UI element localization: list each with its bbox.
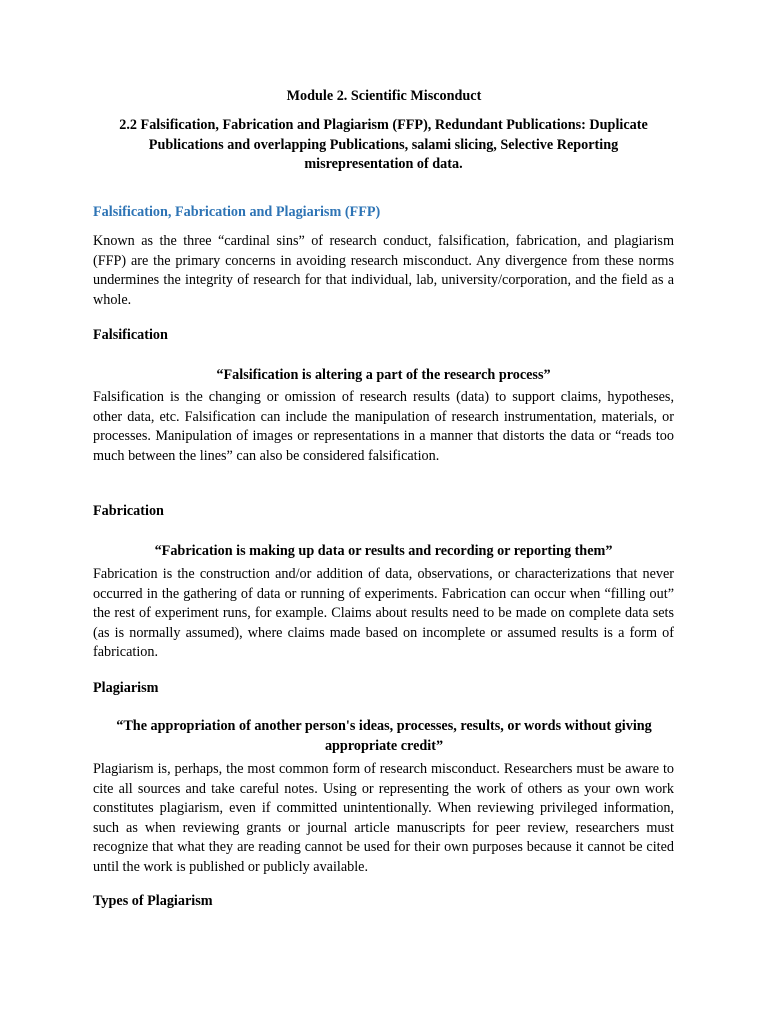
- intro-paragraph: Known as the three “cardinal sins” of research conduct, falsification, fabrication, and plagiarism (FFP) are the primary concerns in avoiding research misconduct. Any divergence from these norms undermines the integrity of research for that individual, lab, university/corporation, and the field as a whole.: [93, 233, 674, 308]
- ffp-heading: Falsification, Fabrication and Plagiarism (FFP): [93, 204, 381, 220]
- plagiarism-quote: “The appropriation of another person's ideas, processes, results, or words without giving appropriate credit”: [116, 718, 652, 754]
- types-of-plagiarism-heading: Types of Plagiarism: [93, 893, 213, 909]
- section-subtitle: 2.2 Falsification, Fabrication and Plagiarism (FFP), Redundant Publications: Duplicate Publications and overlapping Publications, salami slicing, Selective Reporting misrepresentation of data.: [119, 117, 648, 172]
- fabrication-heading: Fabrication: [93, 503, 164, 519]
- fabrication-quote: “Fabrication is making up data or results and recording or reporting them”: [154, 543, 613, 559]
- falsification-paragraph: Falsification is the changing or omission of research results (data) to support claims, hypotheses, other data, etc. Falsification can include the manipulation of research instrumentation, materials, or processes. Manipulation of images or representations in a manner that distorts the data or “reads too much between the lines” can also be considered falsification.: [93, 389, 674, 464]
- module-title: Module 2. Scientific Misconduct: [286, 88, 482, 104]
- plagiarism-paragraph: Plagiarism is, perhaps, the most common form of research misconduct. Researchers must be aware to cite all sources and take careful notes. Using or representing the work of others as your own work constitutes plagiarism, even if committed unintentionally. When reviewing privileged information, such as when reviewing grants or journal article manuscripts for peer review, researchers must recognize that what they are reading cannot be used for their own purposes because it cannot be cited until the work is published or publicly available.: [93, 761, 674, 875]
- plagiarism-heading: Plagiarism: [93, 680, 159, 696]
- fabrication-paragraph: Fabrication is the construction and/or addition of data, observations, or characterizations that never occurred in the gathering of data or running of experiments. Fabrication can occur when “filling out” the rest of experiment runs, for example. Claims about results need to be made on complete data sets (as is normally assumed), where claims made based on incomplete or assumed results is a form of fabrication.: [93, 566, 674, 660]
- falsification-quote: “Falsification is altering a part of the research process”: [216, 367, 551, 383]
- falsification-heading: Falsification: [93, 327, 168, 343]
